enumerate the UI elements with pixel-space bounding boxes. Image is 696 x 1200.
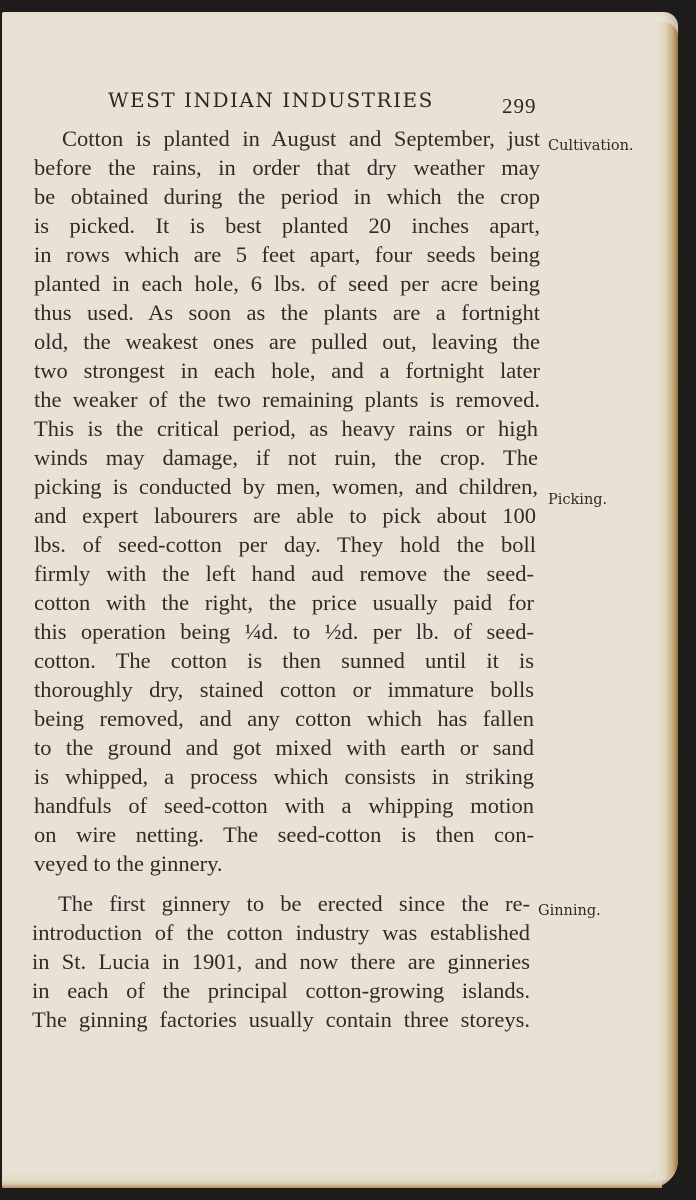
- text-line: before the rains, in order that dry weather may: [34, 155, 540, 180]
- margin-note-picking: Picking.: [548, 492, 608, 508]
- page-number: 299: [502, 94, 537, 118]
- text-line: This is the critical period, as heavy rains or high: [34, 416, 538, 441]
- text-line: the weaker of the two remaining plants is removed.: [34, 387, 540, 412]
- text-line: cotton. The cotton is then sunned until it is: [34, 648, 534, 673]
- text-line: and expert labourers are able to pick about 100: [34, 503, 536, 528]
- running-title: WEST INDIAN INDUSTRIES: [108, 88, 434, 112]
- text-line: in each of the principal cotton-growing islands.: [32, 978, 530, 1003]
- margin-note-cultivation: Cultivation.: [548, 138, 634, 154]
- text-line: planted in each hole, 6 lbs. of seed per acre being: [34, 271, 540, 296]
- text-line: this operation being ¼d. to ½d. per lb. of seed-: [34, 619, 534, 644]
- text-line: introduction of the cotton industry was established: [32, 920, 530, 945]
- text-line: lbs. of seed-cotton per day. They hold the boll: [34, 532, 536, 557]
- text-line: thus used. As soon as the plants are a fortnight: [34, 300, 540, 325]
- text-line: on wire netting. The seed-cotton is then con-: [34, 822, 534, 847]
- text-line: veyed to the ginnery.: [34, 851, 223, 876]
- text-line: in St. Lucia in 1901, and now there are ginneries: [32, 949, 530, 974]
- text-line: being removed, and any cotton which has fallen: [34, 706, 534, 731]
- text-line: two strongest in each hole, and a fortnight later: [34, 358, 540, 383]
- text-line: thoroughly dry, stained cotton or immature bolls: [34, 677, 534, 702]
- text-line: picking is conducted by men, women, and children,: [34, 474, 538, 499]
- text-line: is whipped, a process which consists in striking: [34, 764, 534, 789]
- text-line: firmly with the left hand aud remove the seed-: [34, 561, 534, 586]
- text-line: handfuls of seed-cotton with a whipping motion: [34, 793, 534, 818]
- text-line: to the ground and got mixed with earth or sand: [34, 735, 534, 760]
- text-line: The first ginnery to be erected since the re-: [58, 891, 530, 916]
- text-line: winds may damage, if not ruin, the crop. The: [34, 445, 538, 470]
- text-line: be obtained during the period in which the crop: [34, 184, 540, 209]
- text-line: is picked. It is best planted 20 inches apart,: [34, 213, 540, 238]
- text-line: old, the weakest ones are pulled out, leaving the: [34, 329, 540, 354]
- text-line: The ginning factories usually contain three storeys.: [32, 1007, 530, 1032]
- margin-note-ginning: Ginning.: [538, 903, 601, 919]
- text-line: cotton with the right, the price usually paid for: [34, 590, 534, 615]
- text-line: Cotton is planted in August and September, just: [62, 126, 540, 151]
- text-line: in rows which are 5 feet apart, four seeds being: [34, 242, 540, 267]
